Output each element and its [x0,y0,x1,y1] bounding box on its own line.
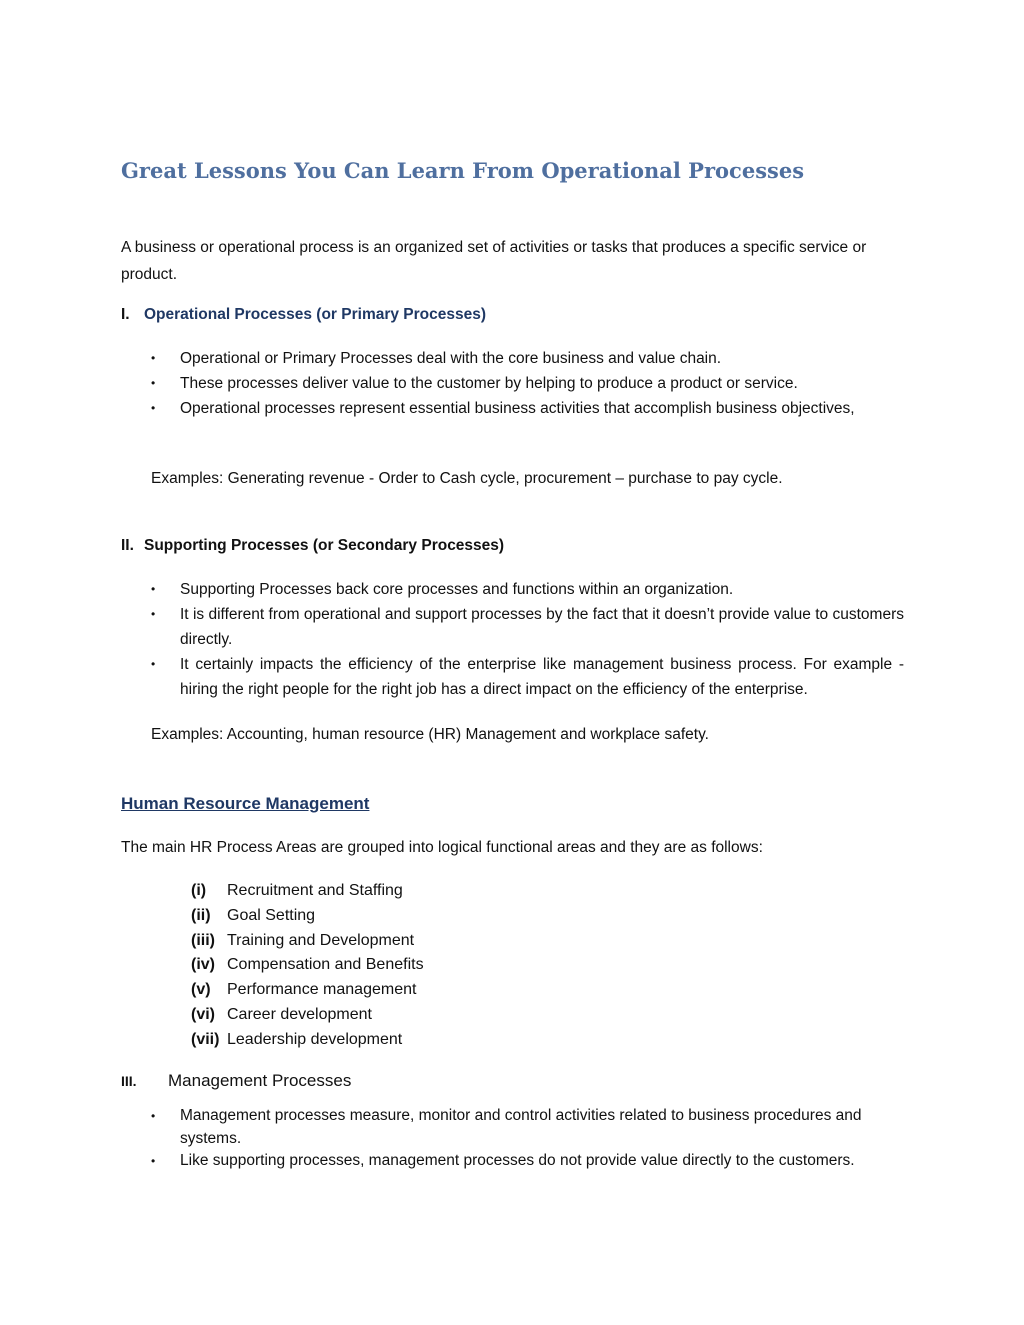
list-item-number: (vi) [191,1005,215,1023]
hr-intro: The main HR Process Areas are grouped into logical functional areas and they are as follows: [121,839,763,856]
bullet-icon: • [151,582,156,596]
list-item-text: Training and Development [227,931,415,949]
list-item [191,929,424,954]
section-2-number: II. [121,537,134,554]
list-item-text: Like supporting processes, management processes do not provide value directly to the customers. [180,1152,855,1169]
list-item [150,602,904,652]
list-item [191,1028,424,1053]
list-item-number: (iii) [191,931,215,949]
section-1-bullets [150,346,904,421]
section-3-bullets [150,1105,904,1173]
list-item [150,652,904,702]
list-item-text: Management processes measure, monitor and control activities related to business procedures and systems. [180,1107,862,1147]
hr-heading: Human Resource Management [121,794,370,813]
section-3-title: Management Processes [168,1071,352,1090]
list-item-text: Recruitment and Staffing [227,882,403,899]
list-item [191,879,424,904]
section-2-examples: Examples: Accounting, human resource (HR) Management and workplace safety. [151,726,709,743]
section-1-examples: Examples: Generating revenue - Order to Cash cycle, procurement – purchase to pay cycle. [151,470,783,487]
list-item-text: Supporting Processes back core processes and functions within an organization. [180,581,734,598]
section-1-title: Operational Processes (or Primary Processes) [144,306,487,323]
list-item-number: (iv) [191,956,215,974]
section-1-number: I. [121,306,130,323]
list-item [191,978,424,1003]
list-item-number: (v) [191,981,211,999]
list-item-number: (ii) [191,906,211,924]
list-item-text: Compensation and Benefits [227,956,424,974]
section-2-bullets [150,577,904,702]
list-item-number: (vii) [191,1030,220,1048]
list-item [150,346,904,371]
section-3-number: III. [121,1073,137,1089]
list-item-text: Performance management [227,981,417,999]
list-item-text: Operational or Primary Processes deal with the core business and value chain. [180,350,722,367]
bullet-icon: • [151,351,156,365]
list-item-text: Leadership development [227,1030,403,1048]
bullet-icon: • [151,607,156,621]
intro-paragraph: A business or operational process is an organized set of activities or tasks that produces a specific service or product. [121,239,867,283]
list-item-text: Operational processes represent essential business activities that accomplish business objectives, [180,400,855,417]
bullet-icon: • [151,401,156,415]
list-item [150,396,904,421]
section-2-title: Supporting Processes (or Secondary Processes) [144,537,505,554]
list-item-text: Goal Setting [227,906,316,924]
list-item-text: It certainly impacts the efficiency of the enterprise like management business process. For example - hiring the right people for the right job has a direct impact on the efficiency of the enterprise. [180,656,904,698]
bullet-icon: • [151,1109,156,1123]
bullet-icon: • [151,657,156,671]
section-3-heading [121,1071,351,1091]
list-item [150,1150,904,1173]
section-1-heading [121,306,486,324]
list-item-text: It is different from operational and support processes by the fact that it doesn’t provide value to customers directly. [180,606,904,648]
hr-process-list [191,879,424,1053]
bullet-icon: • [151,376,156,390]
list-item [191,1003,424,1028]
list-item-text: Career development [227,1005,372,1023]
list-item-text: These processes deliver value to the customer by helping to produce a product or service. [180,375,798,392]
list-item [191,904,424,929]
list-item [150,371,904,396]
list-item [150,577,904,602]
list-item [191,953,424,978]
section-2-heading [121,537,504,555]
document-title: Great Lessons You Can Learn From Operational Processes [121,158,805,183]
bullet-icon: • [151,1154,156,1168]
list-item-number: (i) [191,882,207,899]
list-item [150,1105,904,1150]
